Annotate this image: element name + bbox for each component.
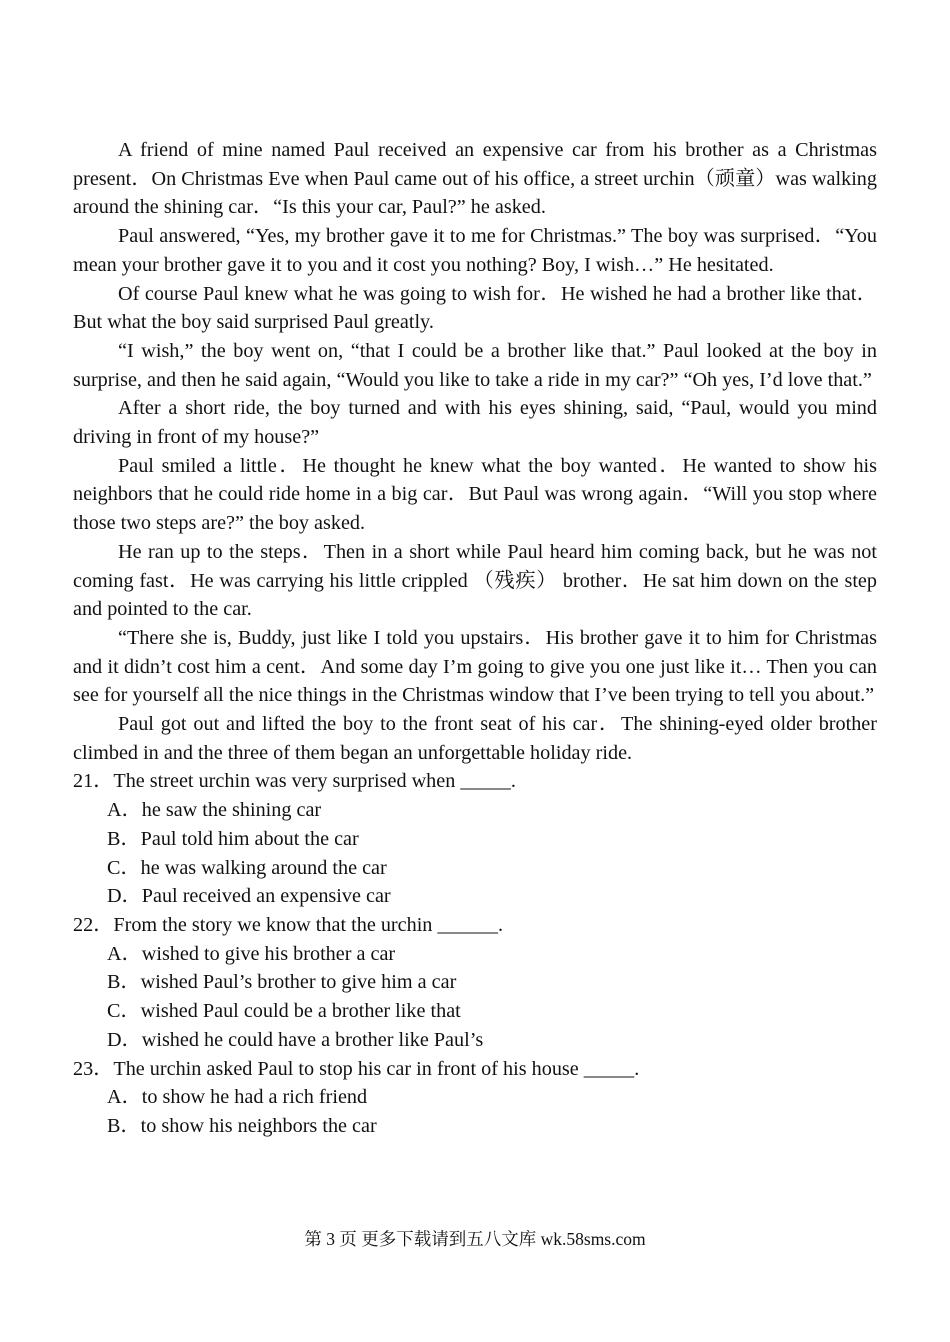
passage-paragraph: “There she is, Buddy, just like I told you upstairs．His brother gave it to him for Christmas and it didn’t cost him a cent．And some day I’m going to give you one just like it… Then you can see for yourself all the nice things in the Christmas window that I’ve been trying to tell you about.”	[73, 626, 877, 707]
passage-paragraph: Paul answered, “Yes, my brother gave it to me for Christmas.” The boy was surprised．“You mean your brother gave it to you and it cost you nothing? Boy, I wish…” He hesitated.	[73, 225, 877, 276]
passage-paragraph: “I wish,” the boy went on, “that I could be a brother like that.” Paul looked at the boy in surprise, and then he said again, “Would you like to take a ride in my car?” “Oh yes, I’d love that.”	[73, 339, 877, 391]
answer-option-d: D．Paul received an expensive car	[107, 885, 391, 908]
answer-option-b: B．wished Paul’s brother to give him a car	[107, 971, 457, 994]
answer-option-a: A．to show he had a rich friend	[107, 1086, 368, 1109]
question-stem: 23．The urchin asked Paul to stop his car in front of his house _____.	[73, 1057, 640, 1080]
passage	[73, 136, 877, 767]
answer-option-d: D．wished he could have a brother like Paul’s	[107, 1028, 484, 1051]
answer-option-a: A．he saw the shining car	[107, 799, 322, 822]
question-stem: 21．The street urchin was very surprised when _____.	[73, 770, 516, 793]
question-21	[73, 767, 877, 911]
answer-options	[73, 1083, 877, 1140]
question-stem: 22．From the story we know that the urchin ______.	[73, 913, 504, 936]
answer-options	[73, 796, 877, 911]
passage-paragraph: Paul smiled a little．He thought he knew what the boy wanted．He wanted to show his neighbors that he could ride home in a big car．But Paul was wrong again．“Will you stop where those two steps are?” the boy asked.	[73, 454, 877, 535]
answer-option-b: B．to show his neighbors the car	[107, 1114, 377, 1137]
question-23	[73, 1055, 877, 1141]
answer-option-a: A．wished to give his brother a car	[107, 942, 396, 965]
document-body	[73, 136, 877, 1141]
answer-options	[73, 940, 877, 1055]
passage-paragraph: Paul got out and lifted the boy to the front seat of his car．The shining-eyed older brother climbed in and the three of them began an unforgettable holiday ride.	[73, 713, 877, 764]
page-footer: 第 3 页 更多下载请到五八文库 wk.58sms.com	[304, 1229, 646, 1249]
answer-option-b: B．Paul told him about the car	[107, 827, 359, 850]
question-22	[73, 911, 877, 1055]
passage-paragraph: Of course Paul knew what he was going to wish for．He wished he had a brother like that．But what the boy said surprised Paul greatly.	[73, 282, 877, 334]
answer-option-c: C．wished Paul could be a brother like that	[107, 1000, 461, 1023]
passage-paragraph: After a short ride, the boy turned and with his eyes shining, said, “Paul, would you mind driving in front of my house?”	[73, 397, 877, 449]
passage-paragraph: A friend of mine named Paul received an expensive car from his brother as a Christmas present．On Christmas Eve when Paul came out of his office, a street urchin（顽童）was walking around the shining car．“Is this your car, Paul?” he asked.	[73, 139, 877, 219]
answer-option-c: C．he was walking around the car	[107, 856, 387, 879]
passage-paragraph: He ran up to the steps．Then in a short while Paul heard him coming back, but he was not coming fast．He was carrying his little crippled （残疾） brother．He sat him down on the step and pointed to the car.	[73, 540, 877, 621]
